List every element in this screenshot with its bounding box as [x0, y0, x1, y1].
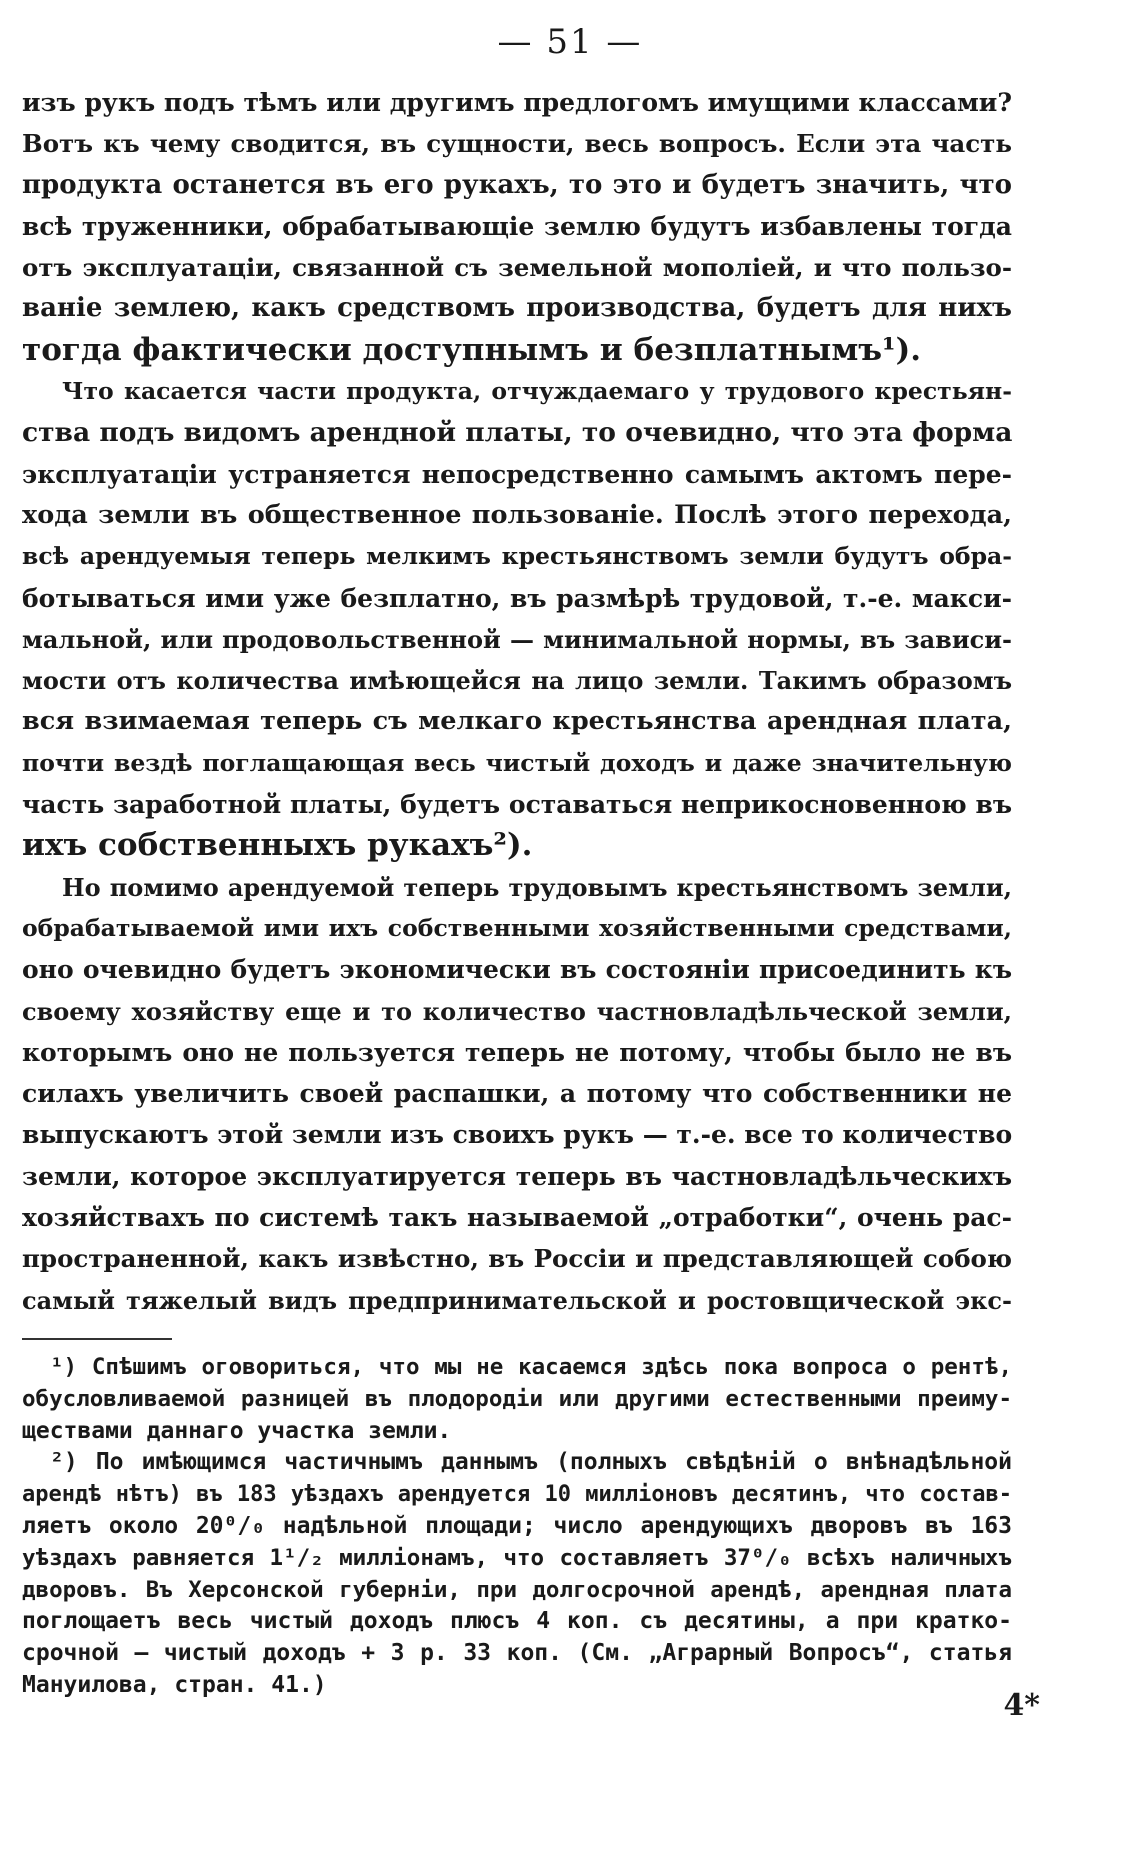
text-line: ихъ собственныхъ рукахъ²).	[22, 827, 533, 864]
text-line: ботываться ими уже безплатно, въ размѣрѣ трудовой, т.-е. макси-	[22, 583, 1012, 613]
footnote-line: арендѣ нѣтъ) въ 183 уѣздахъ арендуется 10 милліоновъ десятинъ, что состав-	[22, 1482, 1012, 1508]
text-line: силахъ увеличить своей распашки, а потому что собственники не	[22, 1079, 1012, 1109]
text-line: самый тяжелый видъ предпринимательской и ростовщической экс-	[22, 1285, 1012, 1315]
page-number: — 51 —	[497, 22, 643, 62]
text-line: обрабатываемой ими ихъ собственными хозяйственными средствами,	[22, 913, 1012, 942]
footnote-line: уѣздахъ равняется 1¹/₂ милліонамъ, что составляетъ 37⁰/₀ всѣхъ наличныхъ	[22, 1544, 1012, 1571]
text-line: почти вездѣ поглащающая весь чистый доходъ и даже значительную	[22, 748, 1012, 777]
footnote-line: срочной — чистый доходъ + 3 р. 33 коп. (См. „Аграрный Вопросъ“, статья	[22, 1640, 1012, 1667]
text-line: Но помимо арендуемой теперь трудовымъ крестьянствомъ земли,	[62, 872, 1012, 902]
text-line: часть заработной платы, будетъ оставаться неприкосновенною въ	[22, 790, 1012, 820]
footnote-line: ляетъ около 20⁰/₀ надѣльной площади; число арендующихъ дворовъ въ 163	[22, 1512, 1012, 1539]
text-line: отъ эксплуатаціи, связанной съ земельной мополіей, и что пользо-	[22, 253, 1012, 283]
footnote-divider	[22, 1338, 172, 1340]
text-line: продукта останется въ его рукахъ, то это и будетъ значить, что	[22, 169, 1012, 200]
signature-mark: 4*	[1003, 1688, 1040, 1723]
text-line: мости отъ количества имѣющейся на лицо земли. Такимъ образомъ	[22, 666, 1012, 696]
text-line: ваніе землею, какъ средствомъ производства, будетъ для нихъ	[22, 293, 1012, 324]
footnote-line: ществами даннаго участка земли.	[22, 1417, 452, 1444]
text-line: выпускаютъ этой земли изъ своихъ рукъ — т.-е. все то количество	[22, 1120, 1013, 1150]
text-line: изъ рукъ подъ тѣмъ или другимъ предлогомъ имущими классами?	[22, 88, 1012, 117]
footnotes	[22, 1352, 1012, 1702]
footnote-line: ¹) Спѣшимъ оговориться, что мы не касаемся здѣсь пока вопроса о рентѣ,	[50, 1354, 1012, 1380]
text-line: всѣ арендуемыя теперь мелкимъ крестьянствомъ земли будутъ обра-	[22, 542, 1012, 571]
text-line: всѣ труженники, обрабатывающіе землю будутъ избавлены тогда	[22, 211, 1012, 241]
text-line: эксплуатаціи устраняется непосредственно самымъ актомъ пере-	[22, 459, 1012, 489]
text-line: пространенной, какъ извѣстно, въ Россіи и представляющей собою	[22, 1244, 1012, 1274]
main-text	[22, 82, 1012, 1321]
text-line: вся взимаемая теперь съ мелкаго крестьянства арендная плата,	[22, 706, 1012, 737]
text-line: хода земли въ общественное пользованіе. Послѣ этого перехода,	[22, 499, 1012, 530]
footnote-line: ²) По имѣющимся частичнымъ даннымъ (полныхъ свѣдѣній о внѣнадѣльной	[50, 1449, 1012, 1476]
text-line: земли, которое эксплуатируется теперь въ частновладѣльческихъ	[22, 1161, 1012, 1191]
footnote-line: дворовъ. Въ Херсонской губерніи, при долгосрочной арендѣ, арендная плата	[22, 1576, 1012, 1603]
text-line: Что касается части продукта, отчуждаемаго у трудового крестьян-	[62, 377, 1012, 406]
footnote-line: обусловливаемой разницей въ плодородіи или другими естественными преиму-	[22, 1385, 1012, 1412]
text-line: оно очевидно будетъ экономически въ состояніи присоединить къ	[22, 955, 1012, 985]
text-line: которымъ оно не пользуется теперь не потому, чтобы было не въ	[22, 1037, 1012, 1067]
footnote-line: Мануилова, стран. 41.)	[22, 1671, 327, 1698]
text-line: Вотъ къ чему сводится, въ сущности, весь вопросъ. Если эта часть	[22, 129, 1012, 159]
footnote-line: поглощаетъ весь чистый доходъ плюсъ 4 коп. съ десятины, а при кратко-	[22, 1608, 1012, 1635]
text-line: хозяйствахъ по системѣ такъ называемой „отработки“, очень рас-	[22, 1203, 1012, 1233]
text-line: ства подъ видомъ арендной платы, то очевидно, что эта форма	[22, 417, 1013, 449]
text-line: своему хозяйству еще и то количество частновладѣльческой земли,	[22, 996, 1012, 1026]
text-line: тогда фактически доступнымъ и безплатнымъ¹).	[22, 331, 922, 368]
text-line: мальной, или продовольственной — минимальной нормы, въ зависи-	[22, 624, 1012, 654]
